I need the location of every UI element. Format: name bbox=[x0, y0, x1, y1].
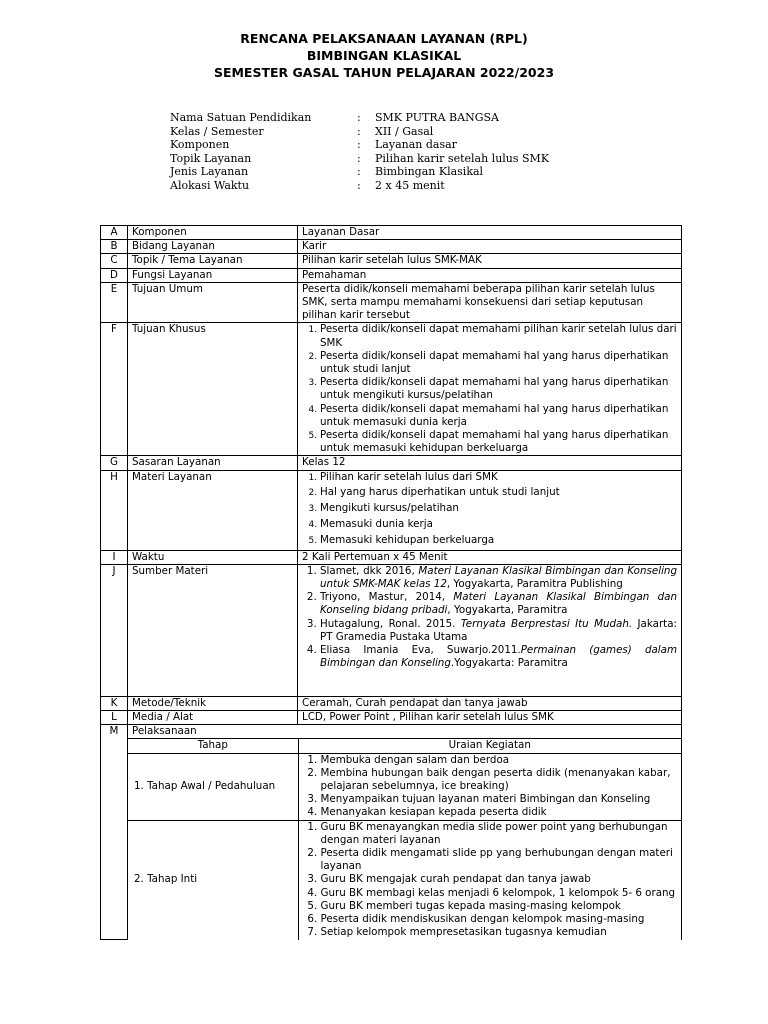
stage-name-cell bbox=[128, 753, 298, 820]
row-value: Peserta didik/konseli memahami beberapa pilihan karir setelah lulus SMK, serta mampu memahami konsekuensi dari setiap keputusan pilihan karir tersebut bbox=[298, 282, 682, 323]
reference-title: Ternyata Berprestasi Itu Mudah. bbox=[460, 617, 633, 630]
table-row-g bbox=[101, 456, 682, 470]
list-item: 2. Peserta didik/konseli dapat memahami hal yang harus diperhatikan untuk studi lanjut bbox=[320, 350, 677, 376]
row-label: Materi Layanan bbox=[128, 470, 298, 550]
stage-name-cell bbox=[128, 820, 298, 939]
identity-row-time bbox=[170, 179, 549, 193]
identity-value: XII / Gasal bbox=[375, 124, 434, 138]
stage-row-core bbox=[128, 820, 681, 939]
document-title bbox=[0, 30, 768, 81]
implementation-header-row bbox=[128, 739, 681, 753]
row-letter: A bbox=[101, 226, 128, 240]
reference-text: Eliasa Imania Eva, Suwarjo.2011. bbox=[320, 644, 521, 657]
row-label: Tujuan Khusus bbox=[128, 323, 298, 456]
list-item: 4. Peserta didik/konseli dapat memahami hal yang harus diperhatikan untuk memasuki dunia kerja bbox=[320, 403, 677, 429]
row-value bbox=[298, 564, 682, 696]
reference-title: Materi Layanan Klasikal Bimbingan dan Konseling untuk SMK-MAK kelas 12 bbox=[320, 564, 677, 591]
stage-activities-cell bbox=[298, 753, 681, 820]
identity-row-class bbox=[170, 125, 549, 139]
reference-item bbox=[320, 591, 677, 617]
table-row-i bbox=[101, 550, 682, 564]
row-label: Bidang Layanan bbox=[128, 240, 298, 254]
reference-title: Permainan (games) dalam Bimbingan dan Konseling bbox=[320, 644, 678, 670]
identity-row-component bbox=[170, 138, 549, 152]
table-row-e bbox=[101, 282, 682, 323]
row-letter: C bbox=[101, 254, 128, 268]
reference-item bbox=[320, 565, 677, 591]
row-label: Sasaran Layanan bbox=[128, 456, 298, 470]
list-item: 3. Mengikuti kursus/pelatihan bbox=[320, 502, 677, 515]
identity-colon: : bbox=[357, 151, 361, 165]
row-value: Pilihan karir setelah lulus SMK-MAK bbox=[298, 254, 682, 268]
row-value bbox=[298, 470, 682, 550]
row-letter: L bbox=[101, 711, 128, 725]
title-line-3: SEMESTER GASAL TAHUN PELAJARAN 2022/2023 bbox=[213, 65, 555, 80]
identity-value: Pilihan karir setelah lulus SMK bbox=[375, 151, 550, 165]
list-item: 2. Peserta didik mengamati slide pp yang berhubungan dengan materi layanan bbox=[321, 847, 678, 873]
identity-label: Jenis Layanan bbox=[170, 165, 249, 179]
identity-row-type bbox=[170, 165, 549, 179]
activity-column-header: Uraian Kegiatan bbox=[298, 739, 681, 753]
table-row-k bbox=[101, 696, 682, 710]
reference-item bbox=[320, 618, 677, 644]
reference-text: Slamet, dkk 2016, bbox=[320, 564, 419, 577]
row-label: Topik / Tema Layanan bbox=[128, 254, 298, 268]
list-item: 1. Peserta didik/konseli dapat memahami pilihan karir setelah lulus dari SMK bbox=[320, 323, 677, 349]
rpl-table bbox=[100, 225, 682, 940]
identity-section bbox=[170, 111, 549, 193]
identity-label: Nama Satuan Pendidikan bbox=[170, 111, 312, 124]
table-row-h bbox=[101, 470, 682, 550]
identity-colon: : bbox=[357, 138, 361, 152]
row-label: Tujuan Umum bbox=[128, 282, 298, 323]
reference-text: , Yogyakarta, Paramitra Publishing bbox=[446, 578, 623, 591]
identity-row-school bbox=[170, 111, 549, 125]
identity-label: Kelas / Semester bbox=[170, 124, 264, 138]
table-row-f bbox=[101, 323, 682, 456]
stage-name: 1. Tahap Awal / Pedahuluan bbox=[134, 780, 276, 793]
identity-label: Komponen bbox=[170, 138, 230, 152]
list-item: 5. Memasuki kehidupan berkeluarga bbox=[320, 534, 677, 547]
row-letter: D bbox=[101, 268, 128, 282]
list-item: 4. Guru BK membagi kelas menjadi 6 kelompok, 1 kelompok 5- 6 orang bbox=[321, 887, 678, 900]
identity-value: Layanan dasar bbox=[375, 138, 457, 152]
row-letter: J bbox=[101, 564, 128, 696]
identity-label: Topik Layanan bbox=[170, 151, 252, 165]
reference-item bbox=[320, 644, 677, 670]
table-row-d bbox=[101, 268, 682, 282]
list-item: 7. Setiap kelompok mempresetasikan tugasnya kemudian bbox=[321, 926, 678, 939]
table-row-j bbox=[101, 564, 682, 696]
list-item: 3. Menyampaikan tujuan layanan materi Bimbingan dan Konseling bbox=[321, 793, 678, 806]
row-letter: H bbox=[101, 470, 128, 550]
row-label: Komponen bbox=[128, 226, 298, 240]
list-item: 6. Peserta didik mendiskusikan dengan kelompok masing-masing bbox=[321, 913, 678, 926]
row-value: Pemahaman bbox=[298, 268, 682, 282]
stage-activities-cell bbox=[298, 820, 681, 939]
identity-value: 2 x 45 menit bbox=[375, 178, 445, 192]
implementation-cell bbox=[128, 739, 682, 940]
material-list bbox=[302, 471, 677, 547]
row-label: Metode/Teknik bbox=[128, 696, 298, 710]
identity-value: SMK PUTRA BANGSA bbox=[375, 111, 499, 124]
list-item: 5. Guru BK memberi tugas kepada masing-masing kelompok bbox=[321, 900, 678, 913]
row-value: Ceramah, Curah pendapat dan tanya jawab bbox=[298, 696, 682, 710]
reference-text: .Yogyakarta: Paramitra bbox=[450, 657, 568, 670]
row-label: Fungsi Layanan bbox=[128, 268, 298, 282]
list-item: 1. Membuka dengan salam dan berdoa bbox=[321, 754, 678, 767]
reference-text: Jakarta: PT Gramedia Pustaka Utama bbox=[320, 617, 677, 643]
row-value: LCD, Power Point , Pilihan karir setelah lulus SMK bbox=[298, 711, 682, 725]
specific-goals-list bbox=[302, 323, 677, 455]
row-value: Kelas 12 bbox=[298, 456, 682, 470]
row-letter: K bbox=[101, 696, 128, 710]
list-item: 2. Membina hubungan baik dengan peserta didik (menanyakan kabar, pelajaran sebelumnya, ice breaking) bbox=[321, 767, 678, 793]
row-letter: E bbox=[101, 282, 128, 323]
title-line-1: RENCANA PELAKSANAAN LAYANAN (RPL) bbox=[240, 31, 528, 46]
identity-colon: : bbox=[357, 165, 361, 179]
stage-name: 2. Tahap Inti bbox=[134, 873, 198, 886]
implementation-table bbox=[128, 739, 681, 939]
reference-text: Hutagalung, Ronal. 2015. bbox=[320, 617, 461, 630]
table-row-l bbox=[101, 711, 682, 725]
core-activity-list bbox=[303, 821, 678, 940]
row-letter: F bbox=[101, 323, 128, 456]
list-item: 1. Pilihan karir setelah lulus dari SMK bbox=[320, 471, 677, 484]
row-letter: G bbox=[101, 456, 128, 470]
list-item: 4. Menanyakan kesiapan kepada peserta didik bbox=[321, 806, 678, 819]
row-letter: I bbox=[101, 550, 128, 564]
table-row-c bbox=[101, 254, 682, 268]
list-item: 2. Hal yang harus diperhatikan untuk studi lanjut bbox=[320, 486, 677, 499]
identity-colon: : bbox=[357, 111, 361, 124]
identity-label: Alokasi Waktu bbox=[170, 178, 250, 192]
table-row-m-detail bbox=[101, 739, 682, 940]
list-item: 5. Peserta didik/konseli dapat memahami hal yang harus diperhatikan untuk memasuki kehidupan berkeluarga bbox=[320, 429, 677, 455]
row-value: Layanan Dasar bbox=[298, 226, 682, 240]
row-label: Sumber Materi bbox=[128, 564, 298, 696]
reference-text: Triyono, Mastur, 2014, bbox=[320, 591, 454, 604]
list-item: 3. Guru BK mengajak curah pendapat dan tanya jawab bbox=[321, 873, 678, 886]
row-value: Karir bbox=[298, 240, 682, 254]
row-label: Pelaksanaan bbox=[128, 725, 682, 739]
opening-activity-list bbox=[303, 754, 678, 820]
row-value bbox=[298, 323, 682, 456]
row-label: Waktu bbox=[128, 550, 298, 564]
list-item: 1. Guru BK menayangkan media slide power point yang berhubungan dengan materi layanan bbox=[321, 821, 678, 847]
stage-column-header: Tahap bbox=[128, 739, 298, 753]
reference-title: Materi Layanan Klasikal Bimbingan dan Konseling bidang pribadi bbox=[320, 591, 677, 617]
identity-colon: : bbox=[357, 178, 361, 192]
row-letter: M bbox=[101, 725, 128, 940]
row-label: Media / Alat bbox=[128, 711, 298, 725]
stage-row-opening bbox=[128, 753, 681, 820]
row-letter: B bbox=[101, 240, 128, 254]
list-item: 4. Memasuki dunia kerja bbox=[320, 518, 677, 531]
table-row-m bbox=[101, 725, 682, 739]
title-line-2: BIMBINGAN KLASIKAL bbox=[306, 48, 462, 63]
reference-text: , Yogyakarta, Paramitra bbox=[447, 604, 568, 617]
reference-list bbox=[302, 565, 677, 671]
identity-colon: : bbox=[357, 124, 361, 138]
row-value: 2 Kali Pertemuan x 45 Menit bbox=[298, 550, 682, 564]
table-row-b bbox=[101, 240, 682, 254]
list-item: 3. Peserta didik/konseli dapat memahami hal yang harus diperhatikan untuk mengikuti kursus/pelatihan bbox=[320, 376, 677, 402]
table-row-a bbox=[101, 226, 682, 240]
identity-value: Bimbingan Klasikal bbox=[375, 165, 484, 179]
identity-row-topic bbox=[170, 152, 549, 166]
